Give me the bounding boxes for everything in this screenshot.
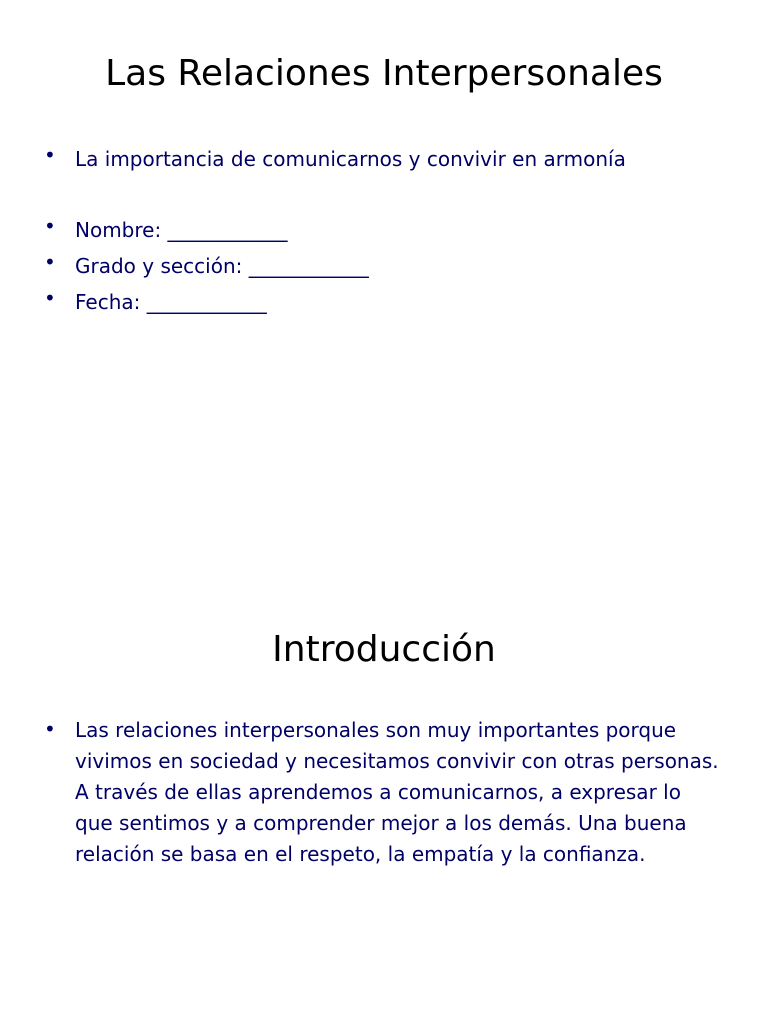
bullet-icon: • <box>44 717 56 741</box>
subtitle-bullet <box>44 141 724 177</box>
slide-introduction-heading: Introducción <box>272 629 496 670</box>
bullet-text: Fecha: ____________ <box>75 290 267 314</box>
bullet-text: Nombre: ____________ <box>75 218 288 242</box>
introduction-paragraph-bullet <box>44 715 724 870</box>
bullet-icon: • <box>44 286 56 310</box>
grade-section-field-bullet <box>44 248 724 284</box>
bullet-icon: • <box>44 214 56 238</box>
bullet-icon: • <box>44 250 56 274</box>
slide-introduction <box>0 512 768 1024</box>
slide-introduction-bullet-list <box>44 715 724 870</box>
bullet-text: Las relaciones interpersonales son muy importantes porque vivimos en sociedad y necesitamos convivir con otras personas. A través de ellas aprendemos a comunicarnos, a expresar lo que sentimos y a comprender mejor a los demás. Una buena relación se basa en el respeto, la empatía y la confianza. <box>75 718 719 866</box>
slide-title-heading: Las Relaciones Interpersonales <box>105 53 663 94</box>
bullet-icon: • <box>44 143 56 167</box>
date-field-bullet <box>44 284 724 320</box>
bullet-text: La importancia de comunicarnos y convivir en armonía <box>75 147 626 171</box>
slide-title-bullet-list <box>44 141 724 320</box>
name-field-bullet <box>44 212 724 248</box>
bullet-text: Grado y sección: ____________ <box>75 254 369 278</box>
